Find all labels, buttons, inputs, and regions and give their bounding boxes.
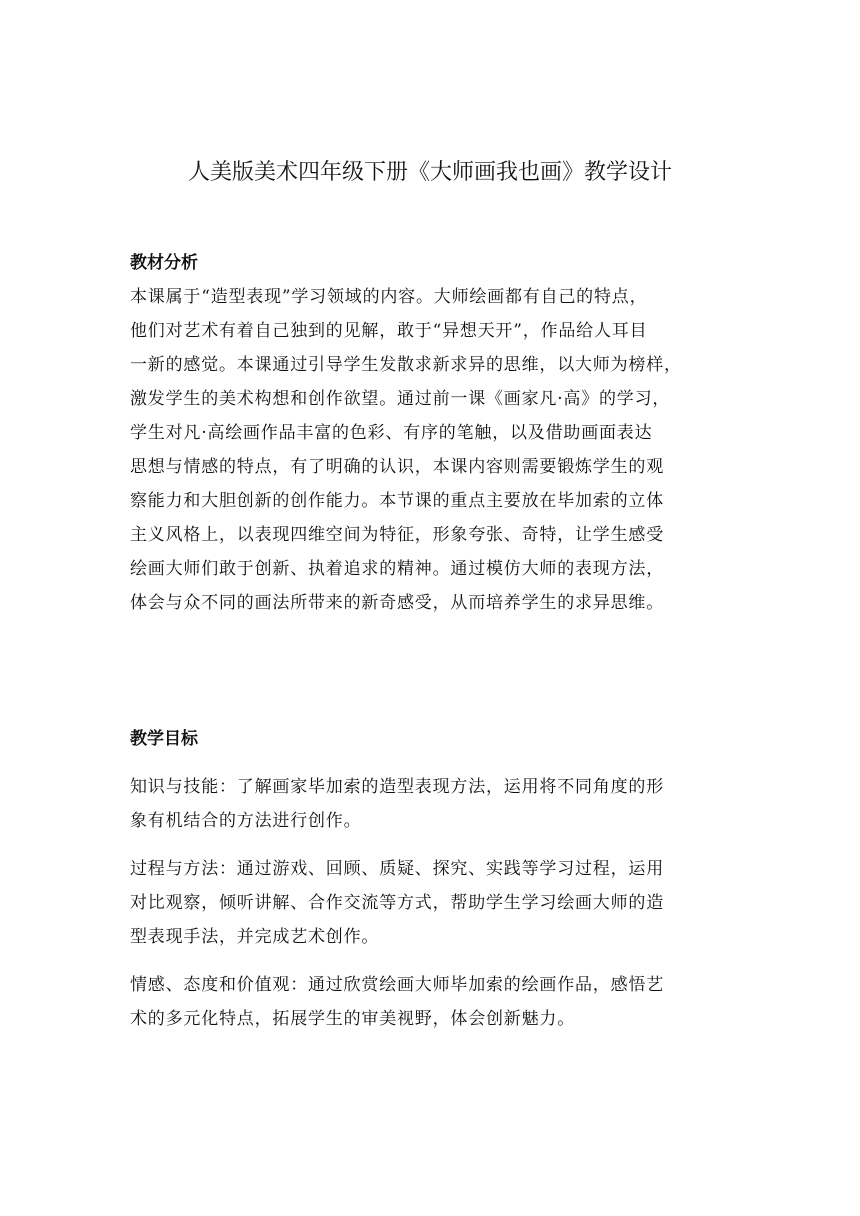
text-line: 绘画大师们敢于创新、执着追求的精神。通过模仿大师的表现方法， xyxy=(130,559,664,579)
paragraph-knowledge-skills xyxy=(130,770,730,838)
section-teaching-objectives xyxy=(130,722,730,1036)
text-line: 察能力和大胆创新的创作能力。本节课的重点主要放在毕加索的立体 xyxy=(130,491,664,511)
text-line: 型表现手法，并完成艺术创作。 xyxy=(130,927,380,947)
paragraph-process-methods xyxy=(130,852,730,954)
section-heading: 教学目标 xyxy=(130,729,198,749)
document-title: 人美版美术四年级下册《大师画我也画》教学设计 xyxy=(187,160,672,185)
section-textbook-analysis xyxy=(130,246,730,722)
text-line: 情感、态度和价值观：通过欣赏绘画大师毕加索的绘画作品，感悟艺 xyxy=(130,975,664,995)
text-line: 过程与方法：通过游戏、回顾、质疑、探究、实践等学习过程，运用 xyxy=(130,859,664,879)
document-body xyxy=(130,246,730,1036)
text-line: 知识与技能：了解画家毕加索的造型表现方法，运用将不同角度的形 xyxy=(130,777,664,797)
text-line: 主义风格上，以表现四维空间为特征，形象夸张、奇特，让学生感受 xyxy=(130,525,664,545)
text-line: 象有机结合的方法进行创作。 xyxy=(130,811,362,831)
text-line: 一新的感觉。本课通过引导学生发散求新求异的思维，以大师为榜样， xyxy=(130,355,682,375)
paragraph-emotion-values xyxy=(130,968,730,1036)
text-line: 体会与众不同的画法所带来的新奇感受，从而培养学生的求异思维。 xyxy=(130,593,664,613)
text-line: 本课属于“造型表现”学习领域的内容。大师绘画都有自己的特点， xyxy=(130,287,648,307)
text-line: 学生对凡·高绘画作品丰富的色彩、有序的笔触，以及借助画面表达 xyxy=(130,423,653,443)
text-line: 术的多元化特点，拓展学生的审美视野，体会创新魅力。 xyxy=(130,1009,575,1029)
paragraph xyxy=(130,280,730,620)
text-line: 激发学生的美术构想和创作欲望。通过前一课《画家凡·高》的学习， xyxy=(130,389,671,409)
text-line: 他们对艺术有着自己独到的见解，敢于“异想天开”，作品给人耳目 xyxy=(130,321,648,341)
text-line: 对比观察，倾听讲解、合作交流等方式，帮助学生学习绘画大师的造 xyxy=(130,893,664,913)
section-heading: 教材分析 xyxy=(130,253,198,273)
text-line: 思想与情感的特点，有了明确的认识，本课内容则需要锻炼学生的观 xyxy=(130,457,664,477)
